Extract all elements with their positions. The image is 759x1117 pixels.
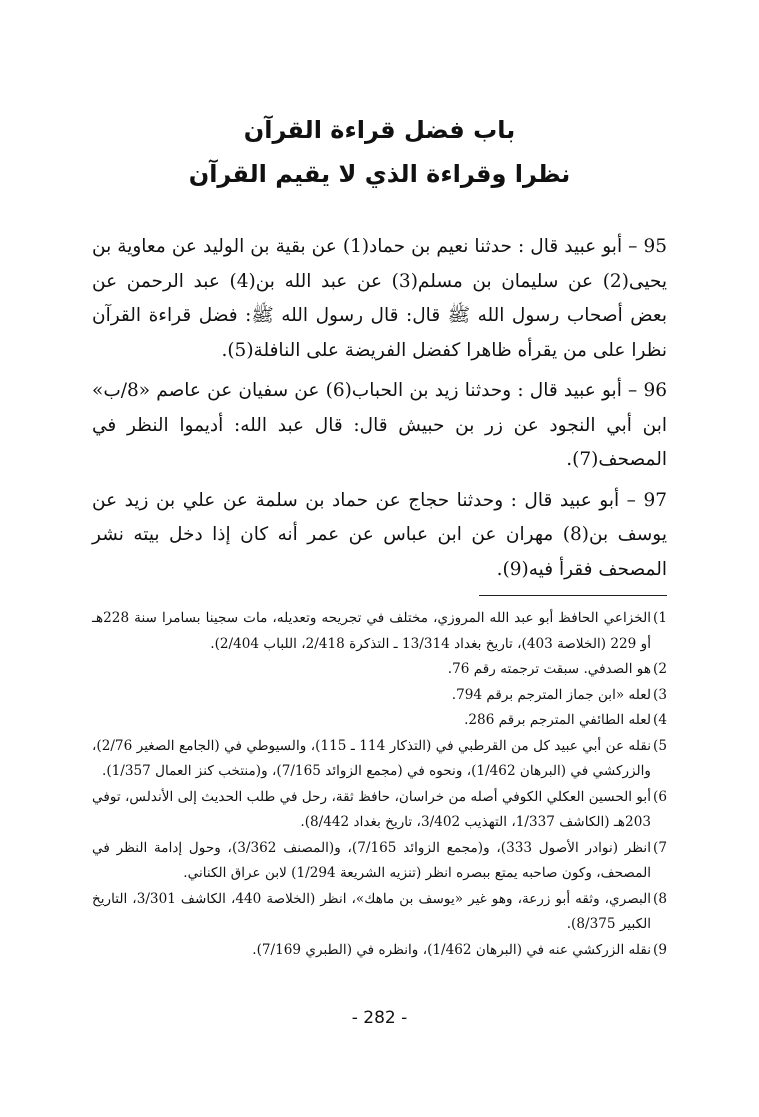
footnote-separator (479, 595, 667, 596)
page-number: - 282 - (351, 1008, 408, 1028)
footnote-item (92, 606, 667, 657)
footnote-text: البصري، وثقه أبو زرعة، وهو غير «يوسف بن ماهك»، انظر (الخلاصة 440، الكاشف 3/301، التاريخ الكبير 8/375). (92, 890, 652, 932)
footnote-number: 5) (653, 737, 667, 754)
hadith-paragraph-95: 95 – أبو عبيد قال : حدثنا نعيم بن حماد(1) عن بقية بن الوليد عن معاوية بن يحيى(2) عن سليمان بن مسلم(3) عن عبد الله بن(4) عبد الرحمن عن بعض أصحاب رسول الله ﷺ قال: قال رسول الله ﷺ: فضل قراءة القرآن نظرا على من يقرأه ظاهرا كفضل الفريضة على النافلة(5). (92, 236, 667, 361)
footnote-number: 6) (653, 788, 667, 805)
footnote-item (92, 734, 667, 785)
footnote-text: لعله «ابن جماز المترجم برقم 794. (451, 686, 651, 703)
chapter-title-line-2: نظرا وقراءة الذي لا يقيم القرآن (188, 160, 571, 188)
chapter-title-line-1: باب فضل قراءة القرآن (243, 116, 516, 144)
footnote-text: لعله الطائفي المترجم برقم 286. (464, 712, 651, 728)
footnote-number: 1) (653, 610, 667, 626)
footnote-item (92, 938, 667, 964)
footnote-item (92, 657, 667, 683)
footnote-text: هو الصدفي. سبقت ترجمته رقم 76. (447, 661, 651, 677)
footnote-item (92, 836, 667, 887)
footnote-text: نقله الزركشي عنه في (البرهان 1/462)، وانظره في (الطبري 7/169). (252, 941, 651, 958)
footnote-number: 2) (653, 661, 667, 677)
footnote-number: 7) (653, 839, 667, 856)
footnote-number: 9) (653, 941, 667, 958)
footnotes-list (92, 606, 667, 963)
hadith-paragraph-97: 97 – أبو عبيد قال : وحدثنا حجاج عن حماد بن سلمة عن علي بن زيد عن يوسف بن(8) مهران عن ابن عباس عن عمر أنه كان إذا دخل بيته نشر المصحف فقرأ فيه(9). (92, 489, 667, 580)
footnote-text: الخزاعي الحافظ أبو عبد الله المروزي، مختلف في تجريحه وتعديله، مات سجينا بسامرا سنة 228هـ أو 229 (الخلاصة 403)، تاريخ بغداد 13/314 ـ التذكرة 2/418، اللباب 2/404). (92, 610, 651, 652)
footnote-number: 8) (653, 890, 667, 907)
footnote-text: انظر (نوادر الأصول 333)، و(مجمع الزوائد 7/165)، و(المصنف 3/362)، وحول إدامة النظر في المصحف، وكون صاحبه يمتع ببصره انظر (تنزيه الشريعة 1/294) لابن عراق الكناني. (92, 839, 651, 881)
footnote-number: 3) (653, 686, 667, 703)
main-text (92, 230, 667, 587)
footnote-text: أبو الحسين العكلي الكوفي أصله من خراسان، حافظ ثقة، رحل في طلب الحديث إلى الأندلس، توفي 203هـ (الكاشف 1/337، التهذيب 3/402، تاريخ بغداد 8/442). (92, 788, 651, 830)
footnote-text: نقله عن أبي عبيد كل من القرطبي في (التذكار 114 ـ 115)، والسيوطي في (الجامع الصغير 2/76)، والزركشي في (البرهان 1/462)، ونحوه في (مجمع الزوائد 7/165)، و(منتخب كنز العمال 1/357). (92, 737, 651, 779)
footnote-item (92, 785, 667, 836)
hadith-paragraph-96: 96 – أبو عبيد قال : وحدثنا زيد بن الحباب(6) عن سفيان عن عاصم «8/ب» ابن أبي النجود عن زر بن حبيش قال: قال عبد الله: أديموا النظر في المصحف(7). (92, 380, 667, 470)
footnote-number: 4) (653, 712, 667, 728)
footnote-item (92, 708, 667, 734)
footnote-item (92, 683, 667, 709)
footnote-item (92, 887, 667, 938)
